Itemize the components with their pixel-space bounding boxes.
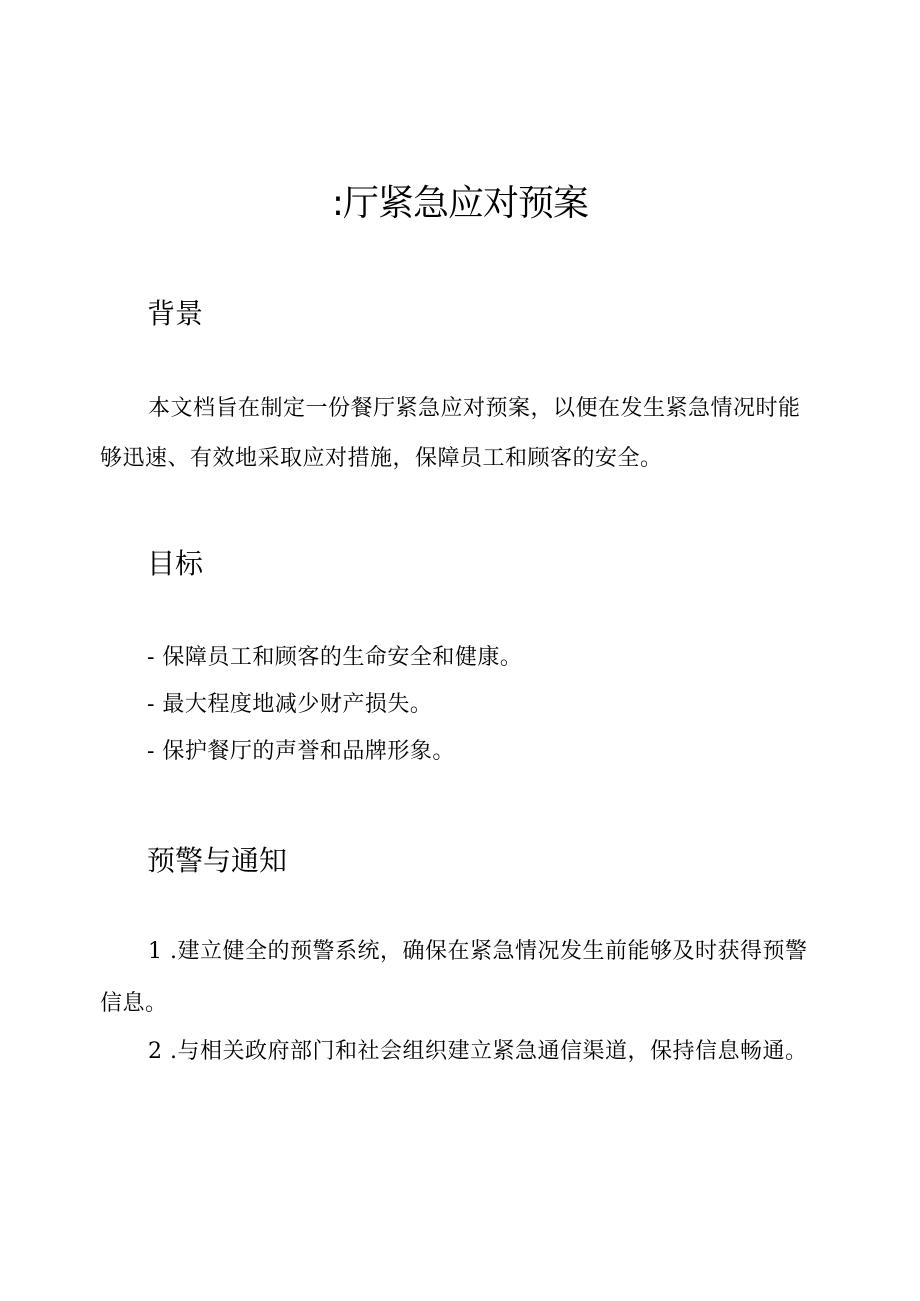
heading-goals: 目标: [147, 547, 204, 580]
heading-warning: 预警与通知: [147, 844, 288, 877]
heading-background: 背景: [147, 297, 204, 330]
background-text: 本文档旨在制定一份餐厅紧急应对预案，以便在发生紧急情况时能够迅速、有效地采取应对措施，保障员工和顾客的安全。: [100, 396, 801, 471]
warning-item: 1 .建立健全的预警系统，确保在紧急情况发生前能够及时获得预警信息。: [100, 939, 808, 1016]
document-title: :厅紧急应对预案: [331, 183, 589, 224]
goal-item: - 保护餐厅的声誉和品牌形象。: [147, 739, 455, 764]
warning-item: 2 .与相关政府部门和社会组织建立紧急通信渠道，保持信息畅通。: [148, 1039, 808, 1064]
background-paragraph: [100, 384, 810, 484]
goal-item: - 最大程度地减少财产损失。: [147, 692, 433, 717]
goal-item: - 保障员工和顾客的生命安全和健康。: [147, 645, 523, 670]
